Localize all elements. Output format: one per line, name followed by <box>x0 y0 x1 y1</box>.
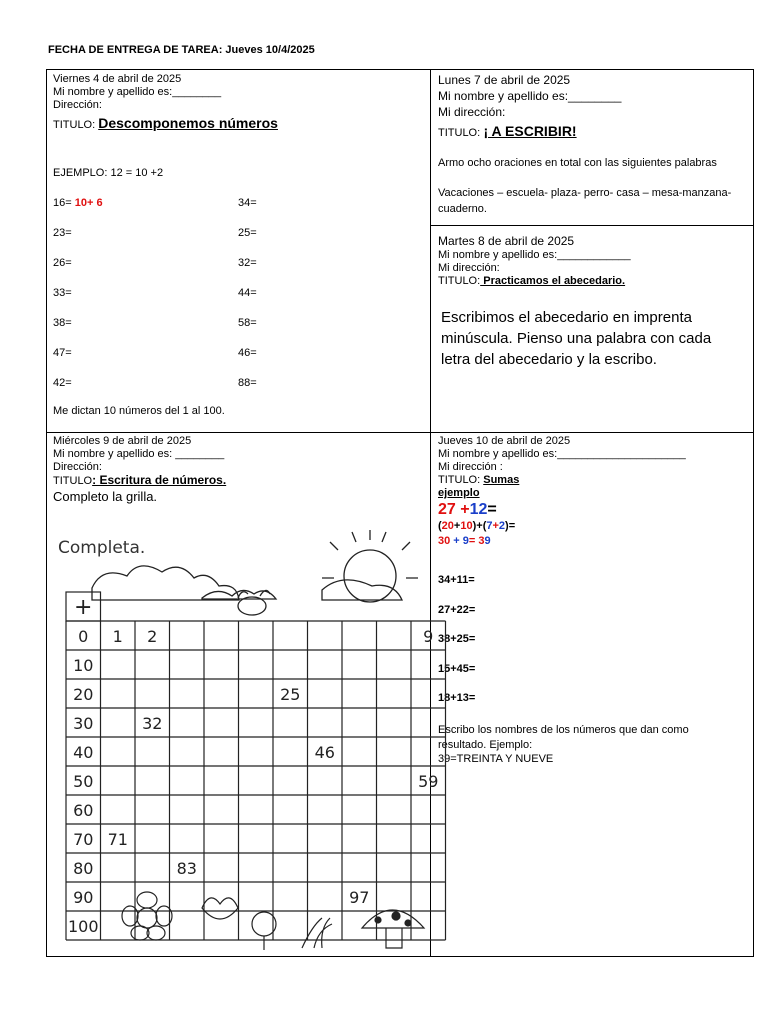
top-value: 2 <box>147 627 158 646</box>
tuesday-address: Mi dirección: <box>438 262 500 274</box>
tuesday-title-label: TITULO: <box>438 275 481 287</box>
tuesday-cell <box>438 234 748 288</box>
friday-first-left: 16= <box>53 197 72 209</box>
thursday-example-line2 <box>438 519 748 534</box>
friday-left-item: 38= <box>53 317 72 329</box>
row-label: 70 <box>73 830 94 849</box>
tuesday-title-row <box>438 275 748 288</box>
friday-cell <box>53 73 423 132</box>
sum-item: 18+13= <box>438 692 476 704</box>
thursday-name-line: Mi nombre y apellido es:_____________________ <box>438 448 686 460</box>
top-value: 9 <box>423 627 434 646</box>
row-label: 30 <box>73 714 94 733</box>
ex3-9b: 9 <box>484 535 491 547</box>
grid-heading: Completa. <box>58 538 146 558</box>
thursday-date: Jueves 10 de abril de 2025 <box>438 435 571 447</box>
monday-title: ¡ A ESCRIBIR! <box>483 123 577 139</box>
top-value: 1 <box>112 627 123 646</box>
thursday-cell <box>438 435 748 549</box>
monday-cell <box>438 72 748 141</box>
ex2-open: ( <box>438 520 442 532</box>
filled-value: 25 <box>280 685 301 704</box>
monday-title-label: TITULO: <box>438 127 481 139</box>
friday-left-item: 47= <box>53 347 72 359</box>
friday-first-answer: 10+ 6 <box>74 197 103 209</box>
friday-footer: Me dictan 10 números del 1 al 100. <box>53 405 225 417</box>
ex-b: 12 <box>469 501 488 518</box>
grid-lines <box>66 592 446 940</box>
thursday-title-label: TITULO: <box>438 474 481 486</box>
friday-example: EJEMPLO: 12 = 10 +2 <box>53 167 164 179</box>
thursday-title: Sumas <box>483 474 520 486</box>
friday-right-item: 25= <box>238 227 257 239</box>
sum-item: 38+25= <box>438 633 476 645</box>
tuesday-name-line: Mi nombre y apellido es:____________ <box>438 249 631 261</box>
thursday-title-row <box>438 474 748 487</box>
friday-left-item: 26= <box>53 257 72 269</box>
right-top-divider <box>431 225 754 226</box>
friday-right-item: 46= <box>238 347 257 359</box>
thursday-example-line1 <box>438 500 748 519</box>
tuesday-body: Escribimos el abecedario en imprenta minúscula. Pienso una palabra con cada letra del abecedario y la escribo. <box>441 309 712 368</box>
page-header: FECHA DE ENTREGA DE TAREA: Jueves 10/4/2025 <box>48 44 315 56</box>
thursday-example-label: ejemplo <box>438 487 480 499</box>
monday-name-line: Mi nombre y apellido es:________ <box>438 89 622 103</box>
friday-right-item: 88= <box>238 377 257 389</box>
ex2-mid: )+( <box>472 520 487 532</box>
row-label: 10 <box>73 656 94 675</box>
tuesday-date: Martes 8 de abril de 2025 <box>438 234 575 248</box>
thursday-address: Mi dirección : <box>438 461 503 473</box>
wednesday-date: Miércoles 9 de abril de 2025 <box>53 435 192 447</box>
monday-words: Vacaciones – escuela- plaza- perro- casa – mesa-manzana-cuaderno. <box>438 187 732 215</box>
tuesday-title: Practicamos el abecedario. <box>480 275 626 287</box>
row-label: 100 <box>67 917 99 936</box>
thursday-footer: Escribo los nombres de los números que dan como resultado. Ejemplo: <box>438 724 689 751</box>
friday-right-item: 58= <box>238 317 257 329</box>
ex2-10: 10 <box>460 520 473 532</box>
sum-item: 15+45= <box>438 662 476 675</box>
wednesday-instruction: Completo la grilla. <box>53 489 158 504</box>
friday-right-item: 32= <box>238 257 257 269</box>
friday-title: Descomponemos números <box>98 115 278 131</box>
friday-date: Viernes 4 de abril de 2025 <box>53 73 182 85</box>
wednesday-cell <box>53 435 423 505</box>
friday-name-line: Mi nombre y apellido es:________ <box>53 86 222 98</box>
sum-item: 34+11= <box>438 574 475 586</box>
friday-address: Dirección: <box>53 99 102 111</box>
row-divider <box>47 432 753 433</box>
ex3-plus: + <box>450 535 463 547</box>
wednesday-title-row <box>53 474 423 488</box>
row-label: 0 <box>78 627 89 646</box>
ex3-eq: = <box>468 535 479 547</box>
monday-address: Mi dirección: <box>438 105 506 119</box>
ex3-30: 30 <box>438 535 451 547</box>
monday-date: Lunes 7 de abril de 2025 <box>438 73 571 87</box>
ex2-plus1: + <box>453 520 461 532</box>
wednesday-address: Dirección: <box>53 461 102 473</box>
ex-a: 27 <box>438 501 456 518</box>
ex3-9: 9 <box>462 535 469 547</box>
ex2-2: 2 <box>498 520 506 532</box>
friday-first-row <box>53 197 103 209</box>
friday-left-item: 42= <box>53 377 72 389</box>
ex-eq: = <box>487 501 497 518</box>
ex2-7: 7 <box>486 520 493 532</box>
filled-value: 97 <box>349 888 370 907</box>
row-label: 60 <box>73 801 94 820</box>
ex2-20: 20 <box>441 520 454 532</box>
row-label: 80 <box>73 859 94 878</box>
thursday-example-line3 <box>438 534 748 549</box>
column-divider <box>430 70 431 956</box>
wednesday-title-label: TITULO <box>53 475 93 487</box>
thursday-footer-example: 39=TREINTA Y NUEVE <box>438 753 554 765</box>
friday-title-label: TITULO: <box>53 119 96 131</box>
row-label: 40 <box>73 743 94 762</box>
filled-value: 46 <box>314 743 335 762</box>
filled-value: 71 <box>107 830 128 849</box>
friday-left-item: 23= <box>53 227 72 239</box>
row-label: 50 <box>73 772 94 791</box>
ex-plus: + <box>460 501 470 518</box>
filled-value: 59 <box>418 772 439 791</box>
friday-right-item: 34= <box>238 197 257 209</box>
ex2-plus2: + <box>492 520 499 532</box>
friday-right-item: 44= <box>238 287 257 299</box>
row-label: 90 <box>73 888 94 907</box>
friday-left-item: 33= <box>53 287 72 299</box>
filled-value: 83 <box>176 859 197 878</box>
monday-title-row <box>438 123 748 141</box>
plus-sign: + <box>74 595 93 620</box>
wednesday-name-line: Mi nombre y apellido es: ________ <box>53 448 225 460</box>
ex3-3: 3 <box>478 535 485 547</box>
friday-title-row <box>53 117 423 132</box>
filled-value: 32 <box>142 714 163 733</box>
ex2-close: )= <box>505 520 516 532</box>
number-grid-illustration <box>52 528 439 957</box>
wednesday-title: : Escritura de números. <box>92 473 227 487</box>
row-label: 20 <box>73 685 94 704</box>
monday-instruction: Armo ocho oraciones en total con las siguientes palabras <box>438 157 717 169</box>
sum-item: 27+22= <box>438 603 476 616</box>
